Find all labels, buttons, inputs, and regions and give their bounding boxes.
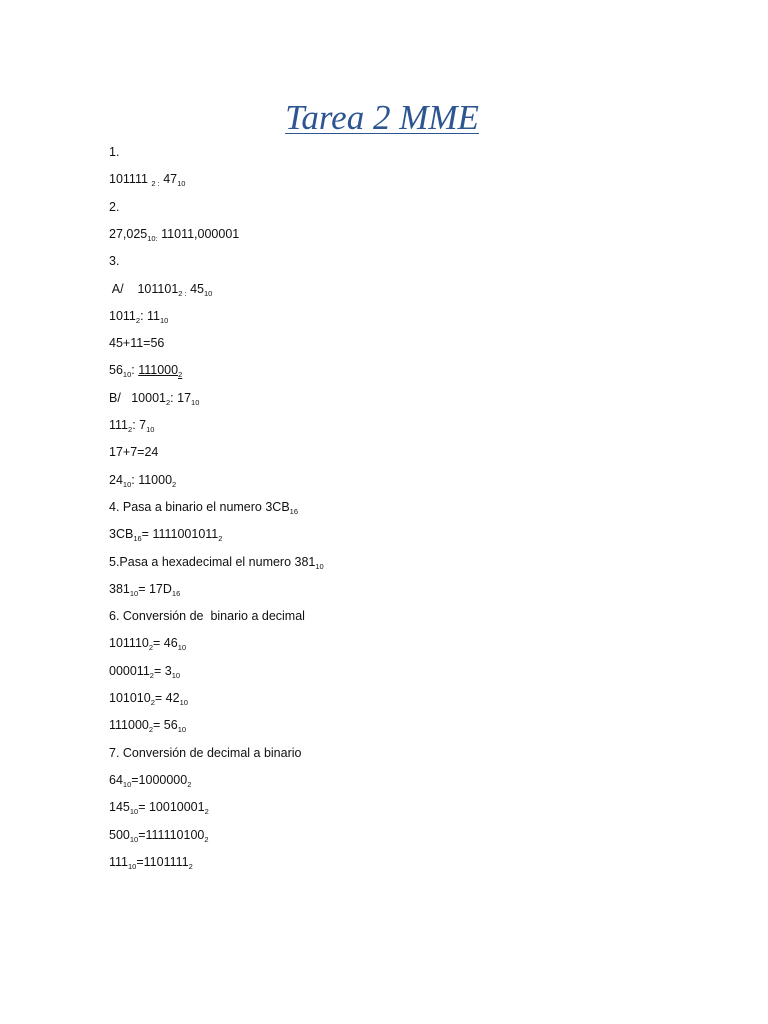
subscript: 10 xyxy=(191,397,200,407)
line-text: : xyxy=(131,363,139,378)
line-text: 7. Conversión de decimal a binario xyxy=(109,745,302,760)
text-line xyxy=(109,608,305,624)
text-line xyxy=(109,635,186,651)
text-line xyxy=(109,663,180,679)
line-text: 1011 xyxy=(109,308,136,323)
document-title xyxy=(0,100,764,135)
line-text: 3. xyxy=(109,254,120,269)
subscript: 10 xyxy=(171,670,181,680)
line-text: 111 xyxy=(109,418,129,432)
text-line xyxy=(109,253,119,269)
line-text: 101111 xyxy=(109,172,152,187)
line-text: = 3 xyxy=(153,663,172,678)
text-line xyxy=(109,444,158,460)
subscript: 2 xyxy=(187,779,192,789)
line-text: = 56 xyxy=(153,718,178,733)
subscript: 16 xyxy=(289,506,299,516)
line-text: 000011 xyxy=(109,663,150,678)
line-text: 111 xyxy=(109,854,129,869)
text-line xyxy=(109,390,199,406)
subscript: 10 xyxy=(177,643,187,653)
subscript: 10: xyxy=(147,233,158,243)
subscript: 2 xyxy=(149,670,154,680)
subscript: 10 xyxy=(122,370,132,380)
line-text: 24 xyxy=(109,472,123,487)
line-text: =1000000 xyxy=(131,772,188,787)
line-text: 101110 xyxy=(109,636,149,651)
text-line xyxy=(109,554,324,570)
line-text: : 11 xyxy=(140,308,160,323)
subscript: 2 xyxy=(150,698,155,707)
line-text: = 42 xyxy=(154,691,180,705)
text-line xyxy=(109,745,301,761)
text-line xyxy=(109,417,154,433)
line-text: 11011,000001 xyxy=(157,226,240,241)
text-line xyxy=(109,581,180,597)
subscript: 16 xyxy=(171,588,181,598)
line-text: 381 xyxy=(109,581,130,596)
subscript: 2 xyxy=(128,425,133,434)
subscript: 2 xyxy=(135,315,141,325)
subscript: 2 xyxy=(218,534,223,544)
text-line xyxy=(109,199,119,215)
text-line xyxy=(109,772,191,788)
text-line xyxy=(109,854,193,870)
line-text: 111000 xyxy=(109,718,149,733)
subscript: 2 xyxy=(148,643,154,653)
text-line xyxy=(109,362,182,378)
text-line xyxy=(109,472,176,488)
line-text: 3CB xyxy=(109,527,134,542)
subscript: 2 xyxy=(148,725,154,735)
line-text: : 17 xyxy=(170,390,192,405)
line-text: 1. xyxy=(109,145,120,159)
subscript: 10 xyxy=(129,588,139,598)
subscript: 2 xyxy=(204,834,209,844)
line-text: 45+11=56 xyxy=(109,336,165,351)
line-text: 101010 xyxy=(109,691,151,705)
subscript: 2 xyxy=(166,397,171,407)
line-text: 27,025 xyxy=(109,226,148,241)
text-line xyxy=(109,226,239,242)
subscript: 2 xyxy=(172,479,177,489)
line-text: 5.Pasa a hexadecimal el numero 381 xyxy=(109,554,316,569)
line-text: = 46 xyxy=(153,636,178,651)
subscript: 10 xyxy=(179,698,188,707)
line-text: = 1111001011 xyxy=(141,527,219,542)
text-line xyxy=(109,171,185,187)
text-line xyxy=(109,799,209,815)
line-text: = 17D xyxy=(138,581,172,596)
line-text: : 11000 xyxy=(131,472,173,487)
line-text: 4. Pasa a binario el numero 3CB xyxy=(109,499,290,514)
line-text: 56 xyxy=(109,363,123,378)
subscript: 10 xyxy=(122,479,132,489)
line-text: 47 xyxy=(159,172,178,187)
subscript: 2 : xyxy=(151,179,160,189)
underlined-subscript: 2 xyxy=(178,370,183,380)
subscript: 10 xyxy=(129,834,139,844)
line-text: 6. Conversión de binario a decimal xyxy=(109,609,305,624)
line-text: 17+7=24 xyxy=(109,445,159,460)
subscript: 2 xyxy=(188,861,193,871)
text-line xyxy=(109,281,212,297)
subscript: 10 xyxy=(128,861,137,871)
line-text: A/ 101101 xyxy=(109,281,179,296)
text-line xyxy=(109,690,188,706)
line-text: =1101111 xyxy=(136,854,189,869)
line-text: =111110100 xyxy=(138,827,205,842)
document-title-text: Tarea 2 MME xyxy=(285,98,479,137)
subscript: 10 xyxy=(146,425,155,434)
text-line xyxy=(109,335,164,351)
text-line xyxy=(109,144,119,160)
line-text: 2. xyxy=(109,199,120,214)
subscript: 10 xyxy=(315,561,324,571)
line-text: 64 xyxy=(109,772,123,787)
text-line xyxy=(109,827,209,843)
line-text: 145 xyxy=(109,800,130,815)
text-line xyxy=(109,499,298,515)
line-text: 500 xyxy=(109,827,130,842)
subscript: 10 xyxy=(122,779,132,789)
text-line xyxy=(109,717,186,733)
subscript: 10 xyxy=(204,288,213,298)
line-text: B/ 10001 xyxy=(109,390,166,405)
subscript: 16 xyxy=(133,534,142,544)
subscript: 10 xyxy=(177,725,187,735)
line-text: : 7 xyxy=(132,418,147,432)
line-text: 45 xyxy=(186,281,205,296)
subscript: 2 xyxy=(204,807,209,817)
text-line xyxy=(109,526,222,542)
subscript: 10 xyxy=(159,315,169,325)
underlined-text: 111000 xyxy=(138,363,179,378)
subscript: 10 xyxy=(177,179,186,189)
subscript: 10 xyxy=(129,807,139,817)
text-line xyxy=(109,308,168,324)
subscript: 2 : xyxy=(178,288,187,298)
line-text: = 10010001 xyxy=(138,800,205,815)
